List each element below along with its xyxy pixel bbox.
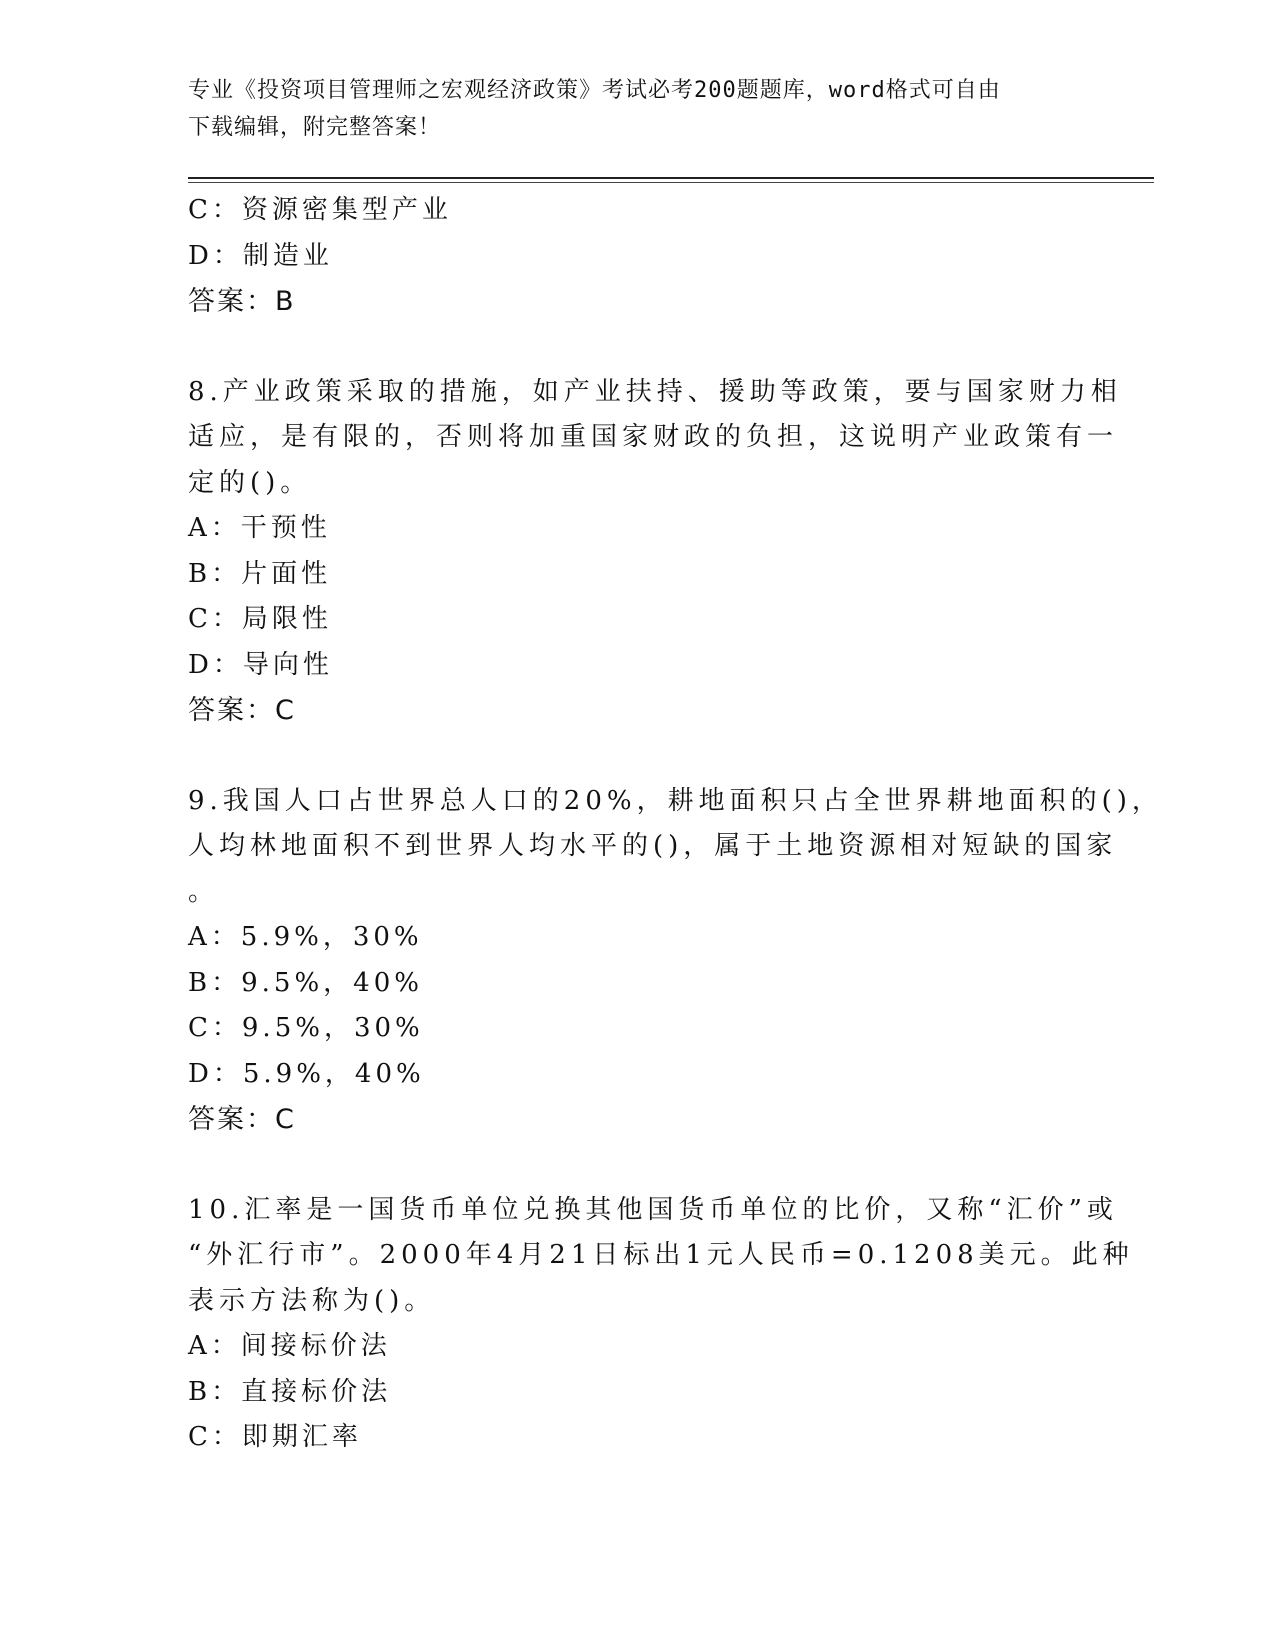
option-b: B：片面性	[188, 558, 332, 589]
spacer	[188, 1143, 1088, 1188]
question-7-continuation	[188, 188, 1088, 325]
option-c: C：资源密集型产业	[188, 195, 452, 225]
header-line-2: 下载编辑，附完整答案！	[188, 115, 442, 140]
option-a: A：干预性	[188, 513, 331, 543]
answer-line: 答案：C	[188, 1104, 296, 1135]
document-body	[188, 188, 1163, 1461]
option-d: D：导向性	[188, 649, 333, 680]
option-c: C：局限性	[188, 604, 332, 634]
question-9	[188, 779, 1163, 1143]
question-text-line: “外汇行市”。2000年4月21日标出1元人民币=0.1208美元。此种	[188, 1240, 1134, 1270]
question-text-line: 适应，是有限的，否则将加重国家财政的负担，这说明产业政策有一	[188, 422, 1119, 452]
answer-line: 答案：B	[188, 286, 296, 317]
option-c: C：9.5%，30%	[188, 1013, 424, 1043]
header-line-1: 专业《投资项目管理师之宏观经济政策》考试必考200题题库，word格式可自由	[188, 78, 1001, 103]
question-text-line: 人均林地面积不到世界人均水平的()，属于土地资源相对短缺的国家	[188, 831, 1118, 861]
spacer	[188, 325, 1088, 370]
question-text-line: 表示方法称为()。	[188, 1285, 436, 1316]
option-a: A：5.9%，30%	[188, 922, 423, 952]
question-text-line: 。	[188, 876, 220, 907]
option-c: C：即期汇率	[188, 1422, 362, 1452]
header-divider-thin	[188, 182, 1154, 183]
question-10	[188, 1188, 1134, 1461]
question-8	[188, 370, 1122, 734]
page-header	[188, 72, 1088, 146]
answer-line: 答案：C	[188, 695, 296, 726]
option-b: B：9.5%，40%	[188, 967, 423, 998]
header-divider-thick	[188, 177, 1154, 179]
option-d: D：制造业	[188, 240, 333, 271]
question-text-line: 8.产业政策采取的措施，如产业扶持、援助等政策，要与国家财力相	[188, 376, 1122, 407]
option-a: A：间接标价法	[188, 1331, 391, 1361]
spacer	[188, 734, 1088, 779]
question-text-line: 10.汇率是一国货币单位兑换其他国货币单位的比价，又称“汇价”或	[188, 1194, 1118, 1225]
option-b: B：直接标价法	[188, 1376, 392, 1407]
option-d: D：5.9%，40%	[188, 1058, 425, 1089]
question-text-line: 定的()。	[188, 467, 312, 498]
question-text-line: 9.我国人口占世界总人口的20%，耕地面积只占全世界耕地面积的()，	[188, 785, 1163, 816]
